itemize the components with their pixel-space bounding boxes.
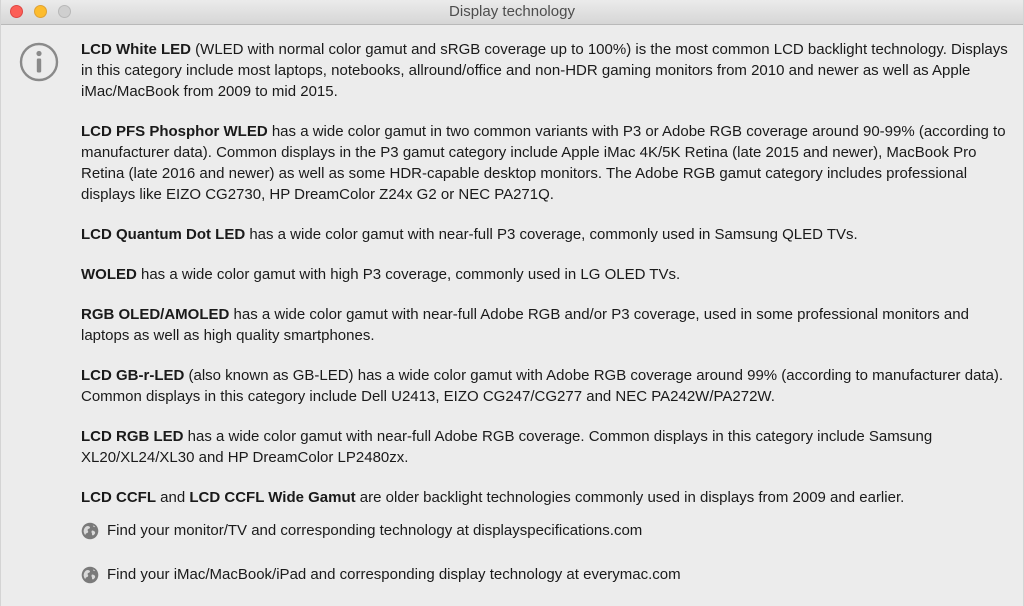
description: has a wide color gamut with high P3 coverage, commonly used in LG OLED TVs.: [136, 266, 681, 283]
paragraph-pfs: [81, 121, 1011, 205]
paragraph-ccfl: [81, 487, 1011, 508]
info-circle-icon: [19, 42, 59, 82]
title-bar[interactable]: [1, 0, 1023, 25]
link-everymac[interactable]: [81, 564, 1011, 586]
globe-icon: [81, 566, 99, 584]
description: (also known as GB-LED) has a wide color gamut with Adobe RGB coverage around 99% (according to manufacturer data). Common displays in this category include Dell U2413, EIZO CG247/CG277 and NEC PA242W/PA272W.: [81, 367, 1004, 405]
link-displayspecifications[interactable]: [81, 520, 1011, 542]
term-lcd-gb-r-led: LCD GB-r-LED: [81, 367, 185, 384]
link-label[interactable]: Find your iMac/MacBook/iPad and corresponding display technology at everymac.com: [107, 566, 681, 583]
paragraph-quantum-dot: [81, 224, 1011, 245]
description: has a wide color gamut with near-full Adobe RGB and/or P3 coverage, used in some professional monitors and laptops as well as high quality smartphones.: [81, 306, 969, 344]
description: has a wide color gamut in two common variants with P3 or Adobe RGB coverage around 90-99% (according to manufacturer data). Common displays in the P3 gamut category include Apple iMac 4K/5K Retina (late 2015 and newer), MacBook Pro Retina (late 2016 and newer) as well as some HDR-capable desktop monitors. The Adobe RGB gamut category includes professional displays like EIZO CG2730, HP DreamColor Z24x G2 or NEC PA271Q.: [81, 123, 1006, 203]
term-lcd-ccfl: LCD CCFL: [81, 489, 156, 506]
paragraph-wled: [81, 39, 1011, 102]
globe-icon: [81, 522, 99, 540]
conjunction: and: [156, 489, 190, 506]
term-lcd-quantum-dot-led: LCD Quantum Dot LED: [81, 226, 246, 243]
term-rgb-oled-amoled: RGB OLED/AMOLED: [81, 306, 230, 323]
term-lcd-pfs-phosphor-wled: LCD PFS Phosphor WLED: [81, 123, 268, 140]
term-lcd-rgb-led: LCD RGB LED: [81, 428, 184, 445]
window-title: Display technology: [449, 3, 575, 20]
term-lcd-white-led: LCD White LED: [81, 41, 191, 58]
paragraph-oled: [81, 304, 1011, 346]
content-area: [81, 39, 1011, 586]
term-lcd-ccfl-wide-gamut: LCD CCFL Wide Gamut: [189, 489, 356, 506]
paragraph-woled: [81, 264, 1011, 285]
paragraph-gb-r-led: [81, 365, 1011, 407]
link-label[interactable]: Find your monitor/TV and corresponding technology at displayspecifications.com: [107, 522, 643, 539]
description: has a wide color gamut with near-full Adobe RGB coverage. Common displays in this category include Samsung XL20/XL24/XL30 and HP DreamColor LP2480zx.: [81, 428, 933, 466]
description: are older backlight technologies commonly used in displays from 2009 and earlier.: [355, 489, 905, 506]
paragraph-rgb-led: [81, 426, 1011, 468]
description: has a wide color gamut with near-full P3 coverage, commonly used in Samsung QLED TVs.: [245, 226, 858, 243]
description: (WLED with normal color gamut and sRGB coverage up to 100%) is the most common LCD backlight technology. Displays in this category include most laptops, notebooks, allround/office and non-HDR gaming monitors from 2010 and newer as well as Apple iMac/MacBook from 2009 to mid 2015.: [81, 41, 1008, 100]
term-woled: WOLED: [81, 266, 137, 283]
